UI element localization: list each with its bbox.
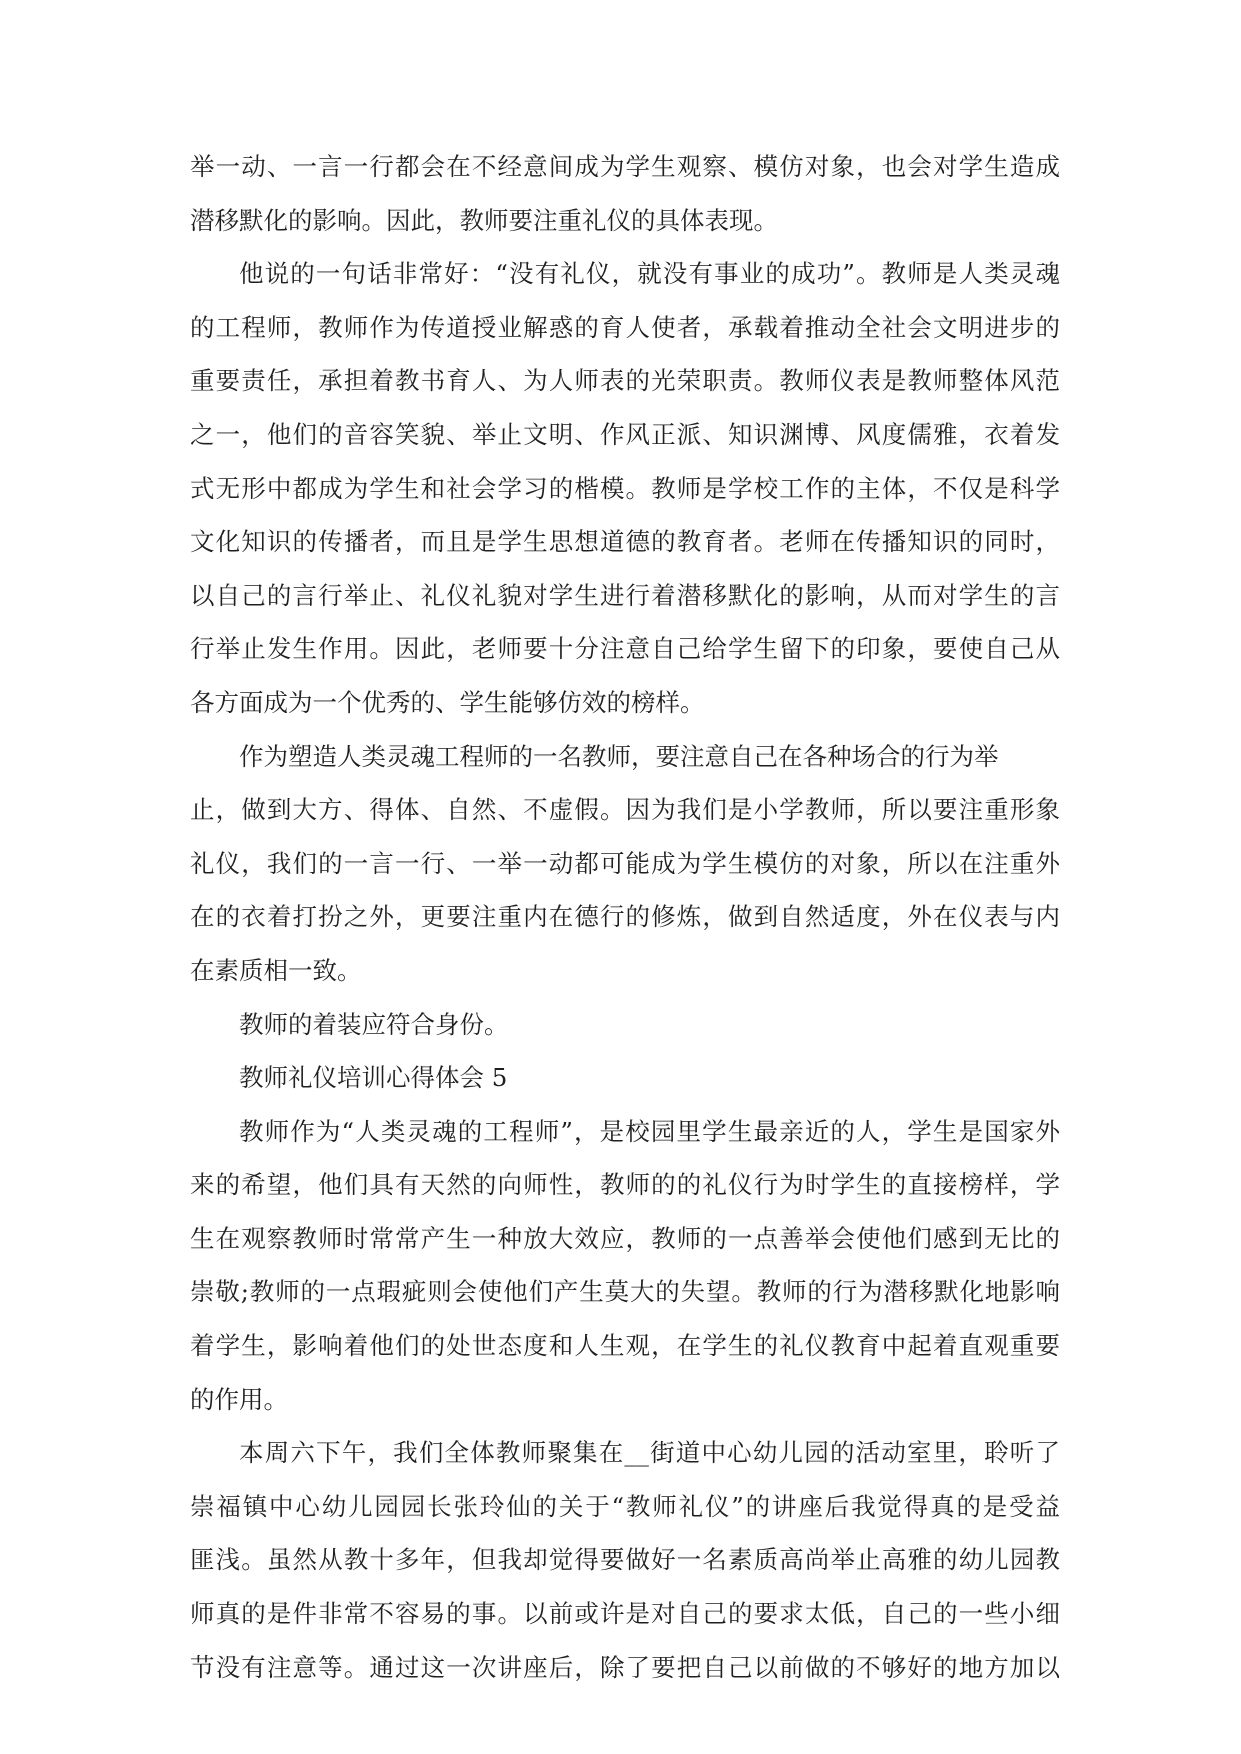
- text-line: 潜移默化的影响。因此，教师要注重礼仪的具体表现。: [190, 205, 778, 235]
- text-line: 来的希望，他们具有天然的向师性，教师的的礼仪行为时学生的直接榜样，学: [190, 1170, 1060, 1200]
- text-line: 以自己的言行举止、礼仪礼貌对学生进行着潜移默化的影响，从而对学生的言: [190, 580, 1060, 610]
- text-line: 生在观察教师时常常产生一种放大效应，教师的一点善举会使他们感到无比的: [190, 1223, 1060, 1253]
- text-line: 式无形中都成为学生和社会学习的楷模。教师是学校工作的主体，不仅是科学: [190, 473, 1060, 503]
- text-line: 各方面成为一个优秀的、学生能够仿效的榜样。: [190, 687, 705, 717]
- text-line: 行举止发生作用。因此，老师要十分注意自己给学生留下的印象，要使自己从: [190, 634, 1060, 664]
- text-line: 止，做到大方、得体、自然、不虚假。因为我们是小学教师，所以要注重形象: [190, 795, 1060, 825]
- text-line: 崇敬;教师的一点瑕疵则会使他们产生莫大的失望。教师的行为潜移默化地影响: [190, 1277, 1060, 1307]
- text-line: 的工程师，教师作为传道授业解惑的育人使者，承载着推动全社会文明进步的: [190, 312, 1060, 342]
- body-text: [190, 140, 1060, 1694]
- text-line: 节没有注意等。通过这一次讲座后，除了要把自己以前做的不够好的地方加以: [190, 1652, 1060, 1682]
- text-line: 文化知识的传播者，而且是学生思想道德的教育者。老师在传播知识的同时，: [190, 527, 1060, 557]
- text-line: 他说的一句话非常好：“没有礼仪，就没有事业的成功”。教师是人类灵魂: [239, 259, 1060, 289]
- text-line: 本周六下午，我们全体教师聚集在__街道中心幼儿园的活动室里，聆听了: [239, 1438, 1060, 1468]
- text-line: 在的衣着打扮之外，更要注重内在德行的修炼，做到自然适度，外在仪表与内: [190, 902, 1060, 932]
- text-line: 教师作为“人类灵魂的工程师”，是校园里学生最亲近的人，学生是国家外: [239, 1116, 1060, 1146]
- text-line: 教师礼仪培训心得体会 5: [239, 1063, 508, 1093]
- text-line: 礼仪，我们的一言一行、一举一动都可能成为学生模仿的对象，所以在注重外: [190, 848, 1060, 878]
- text-line: 着学生，影响着他们的处世态度和人生观，在学生的礼仪教育中起着直观重要: [190, 1331, 1060, 1361]
- text-line: 教师的着装应符合身份。: [239, 1009, 509, 1039]
- text-line: 举一动、一言一行都会在不经意间成为学生观察、模仿对象，也会对学生造成: [190, 152, 1060, 181]
- text-line: 之一，他们的音容笑貌、举止文明、作风正派、知识渊博、风度儒雅，衣着发: [190, 419, 1060, 449]
- text-line: 作为塑造人类灵魂工程师的一名教师，要注意自己在各种场合的行为举: [239, 741, 999, 771]
- text-line: 重要责任，承担着教书育人、为人师表的光荣职责。教师仪表是教师整体风范: [190, 366, 1060, 396]
- text-line: 在素质相一致。: [190, 955, 362, 985]
- text-line: 崇福镇中心幼儿园园长张玲仙的关于“教师礼仪”的讲座后我觉得真的是受益: [190, 1491, 1060, 1521]
- text-line: 师真的是件非常不容易的事。以前或许是对自己的要求太低，自己的一些小细: [190, 1599, 1060, 1629]
- text-line: 匪浅。虽然从教十多年，但我却觉得要做好一名素质高尚举止高雅的幼儿园教: [190, 1545, 1060, 1575]
- text-line: 的作用。: [190, 1384, 288, 1414]
